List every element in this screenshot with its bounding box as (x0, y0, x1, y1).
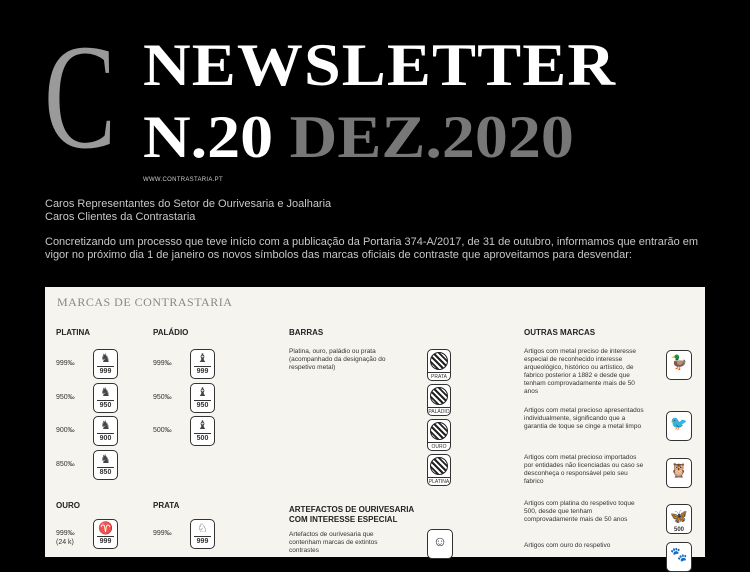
bar-metal-label: PRATA (428, 372, 450, 381)
bar-hallmark (427, 419, 451, 451)
hallmark-platina (93, 349, 118, 379)
hallmark-number: 850 (97, 467, 114, 477)
hallmark-ouro (93, 519, 118, 549)
other-mark-text: Artigos com metal precioso importados por entidades não licenciadas ou caso se desconheça o responsável pelo seu fabrico (524, 454, 644, 485)
figure-icon: ♝ (197, 384, 208, 399)
bar-hallmark (427, 349, 451, 381)
globe-icon (430, 352, 448, 370)
purity-label: 999‰ (153, 360, 172, 367)
other-mark-text: Artigos com metal preciso de interesse especial de reconhecido interesse arqueológico, histórico ou artístico, de fabrico posterior a 1882 e desde que tenham comprovadamente mais de 50 anos (524, 348, 636, 395)
hallmark-number: 999 (97, 366, 114, 376)
greeting-line: Caros Clientes da Contrastaria (45, 211, 196, 223)
ouro-heading: OURO (56, 501, 80, 510)
bar-hallmark (427, 454, 451, 486)
bar-metal-label: OURO (428, 442, 450, 451)
hallmark-number: 999 (194, 536, 211, 546)
artefactos-heading: ARTEFACTOS DE OURIVESARIA COM INTERESSE ESPECIAL (289, 505, 414, 524)
outras-heading: OUTRAS MARCAS (524, 328, 596, 337)
issue-number: N.20 (143, 104, 274, 170)
purity-label: 999‰ (24 k) (56, 530, 75, 546)
other-mark-text: Artigos com platina do respetivo toque 500, desde que tenham comprovadamente mais de 50 anos (524, 500, 635, 523)
butterfly-icon: 🦋 500 (666, 504, 692, 534)
figure-icon: ♝ (197, 418, 208, 432)
hallmark-paladio (190, 383, 215, 413)
hallmark-number: 950 (194, 400, 211, 410)
intro-text: Concretizando um processo que teve início com a publicação da Portaria 374-A/2017, de 31 de outubro, informamos que entrarão em vigor no próximo dia 1 de janeiro os novos símbolos das marcas oficiais de contraste que aproveitamos para desvendar: (45, 236, 699, 261)
hallmark-number: 900 (97, 433, 114, 443)
newsletter-title: NEWSLETTER (143, 32, 617, 98)
greeting-line: Caros Representantes do Setor de Ourivesaria e Joalharia (45, 198, 332, 210)
hallmark-number: 500 (194, 433, 211, 443)
panel-title: MARCAS DE CONTRASTARIA (57, 295, 233, 309)
purity-label: 900‰ (56, 427, 75, 434)
bar-metal-label: PLATINA (428, 479, 450, 485)
purity-label: 950‰ (153, 393, 172, 401)
figure-icon: ♝ (197, 351, 208, 365)
hallmark-number: 999 (194, 366, 211, 376)
hallmark-platina (93, 416, 118, 446)
head-profile-icon: ☺ (427, 529, 453, 559)
animal-icon: 🐾 (666, 542, 692, 572)
barras-text: Platina, ouro, paládio ou prata (acompanhado da designação do respetivo metal) (289, 348, 386, 371)
issue-date: DEZ.2020 (289, 104, 574, 170)
bird-icon: 🐦 (666, 411, 692, 441)
globe-icon (430, 387, 448, 405)
other-mark-text: Artigos com ouro do respetivo (524, 542, 611, 549)
mountain-goat-icon: ♞ (100, 451, 111, 466)
website-link[interactable]: WWW.CONTRASTARIA.PT (143, 177, 223, 183)
greeting (45, 198, 331, 224)
mountain-goat-icon: ♞ (100, 384, 111, 399)
globe-icon (430, 422, 448, 440)
issue-line (143, 106, 574, 168)
ram-icon: ♈ (98, 521, 113, 535)
barras-heading: BARRAS (289, 328, 324, 337)
purity-label: 500‰ (153, 427, 172, 434)
purity-label: 850‰ (56, 460, 75, 468)
marks-panel (45, 287, 705, 562)
mountain-goat-icon: ♞ (100, 418, 111, 432)
prata-heading: PRATA (153, 501, 180, 510)
hallmark-platina (93, 383, 118, 413)
hallmark-number: 500 (673, 527, 684, 533)
platina-heading: PLATINA (56, 328, 91, 337)
bar-metal-label: PALÁDIO (428, 409, 450, 415)
other-mark-text: Artigos com metal precioso apresentados individualmente, significando que a garantia de toque se cinge a metal limpo (524, 407, 644, 430)
purity-label: 999‰ (153, 530, 172, 537)
paladio-heading: PALÁDIO (153, 328, 189, 337)
purity-label: 950‰ (56, 393, 75, 401)
hallmark-number: 950 (97, 400, 114, 410)
hallmark-prata (190, 519, 215, 549)
globe-icon (430, 457, 448, 475)
hallmark-platina (93, 450, 118, 480)
hallmark-paladio (190, 349, 215, 379)
hallmark-number: 999 (97, 536, 114, 546)
hallmark-paladio (190, 416, 215, 446)
logo-c: C (44, 14, 117, 180)
hare-icon: ♘ (197, 521, 208, 535)
bar-hallmark (427, 384, 451, 416)
owl-icon: 🦉 (666, 458, 692, 488)
duck-icon: 🦆 (666, 350, 692, 380)
artefactos-text: Artefactos de ourivesaria que contenham marcas de extintos contrastes (289, 531, 378, 554)
purity-label: 999‰ (56, 360, 75, 367)
mountain-goat-icon: ♞ (100, 351, 111, 365)
